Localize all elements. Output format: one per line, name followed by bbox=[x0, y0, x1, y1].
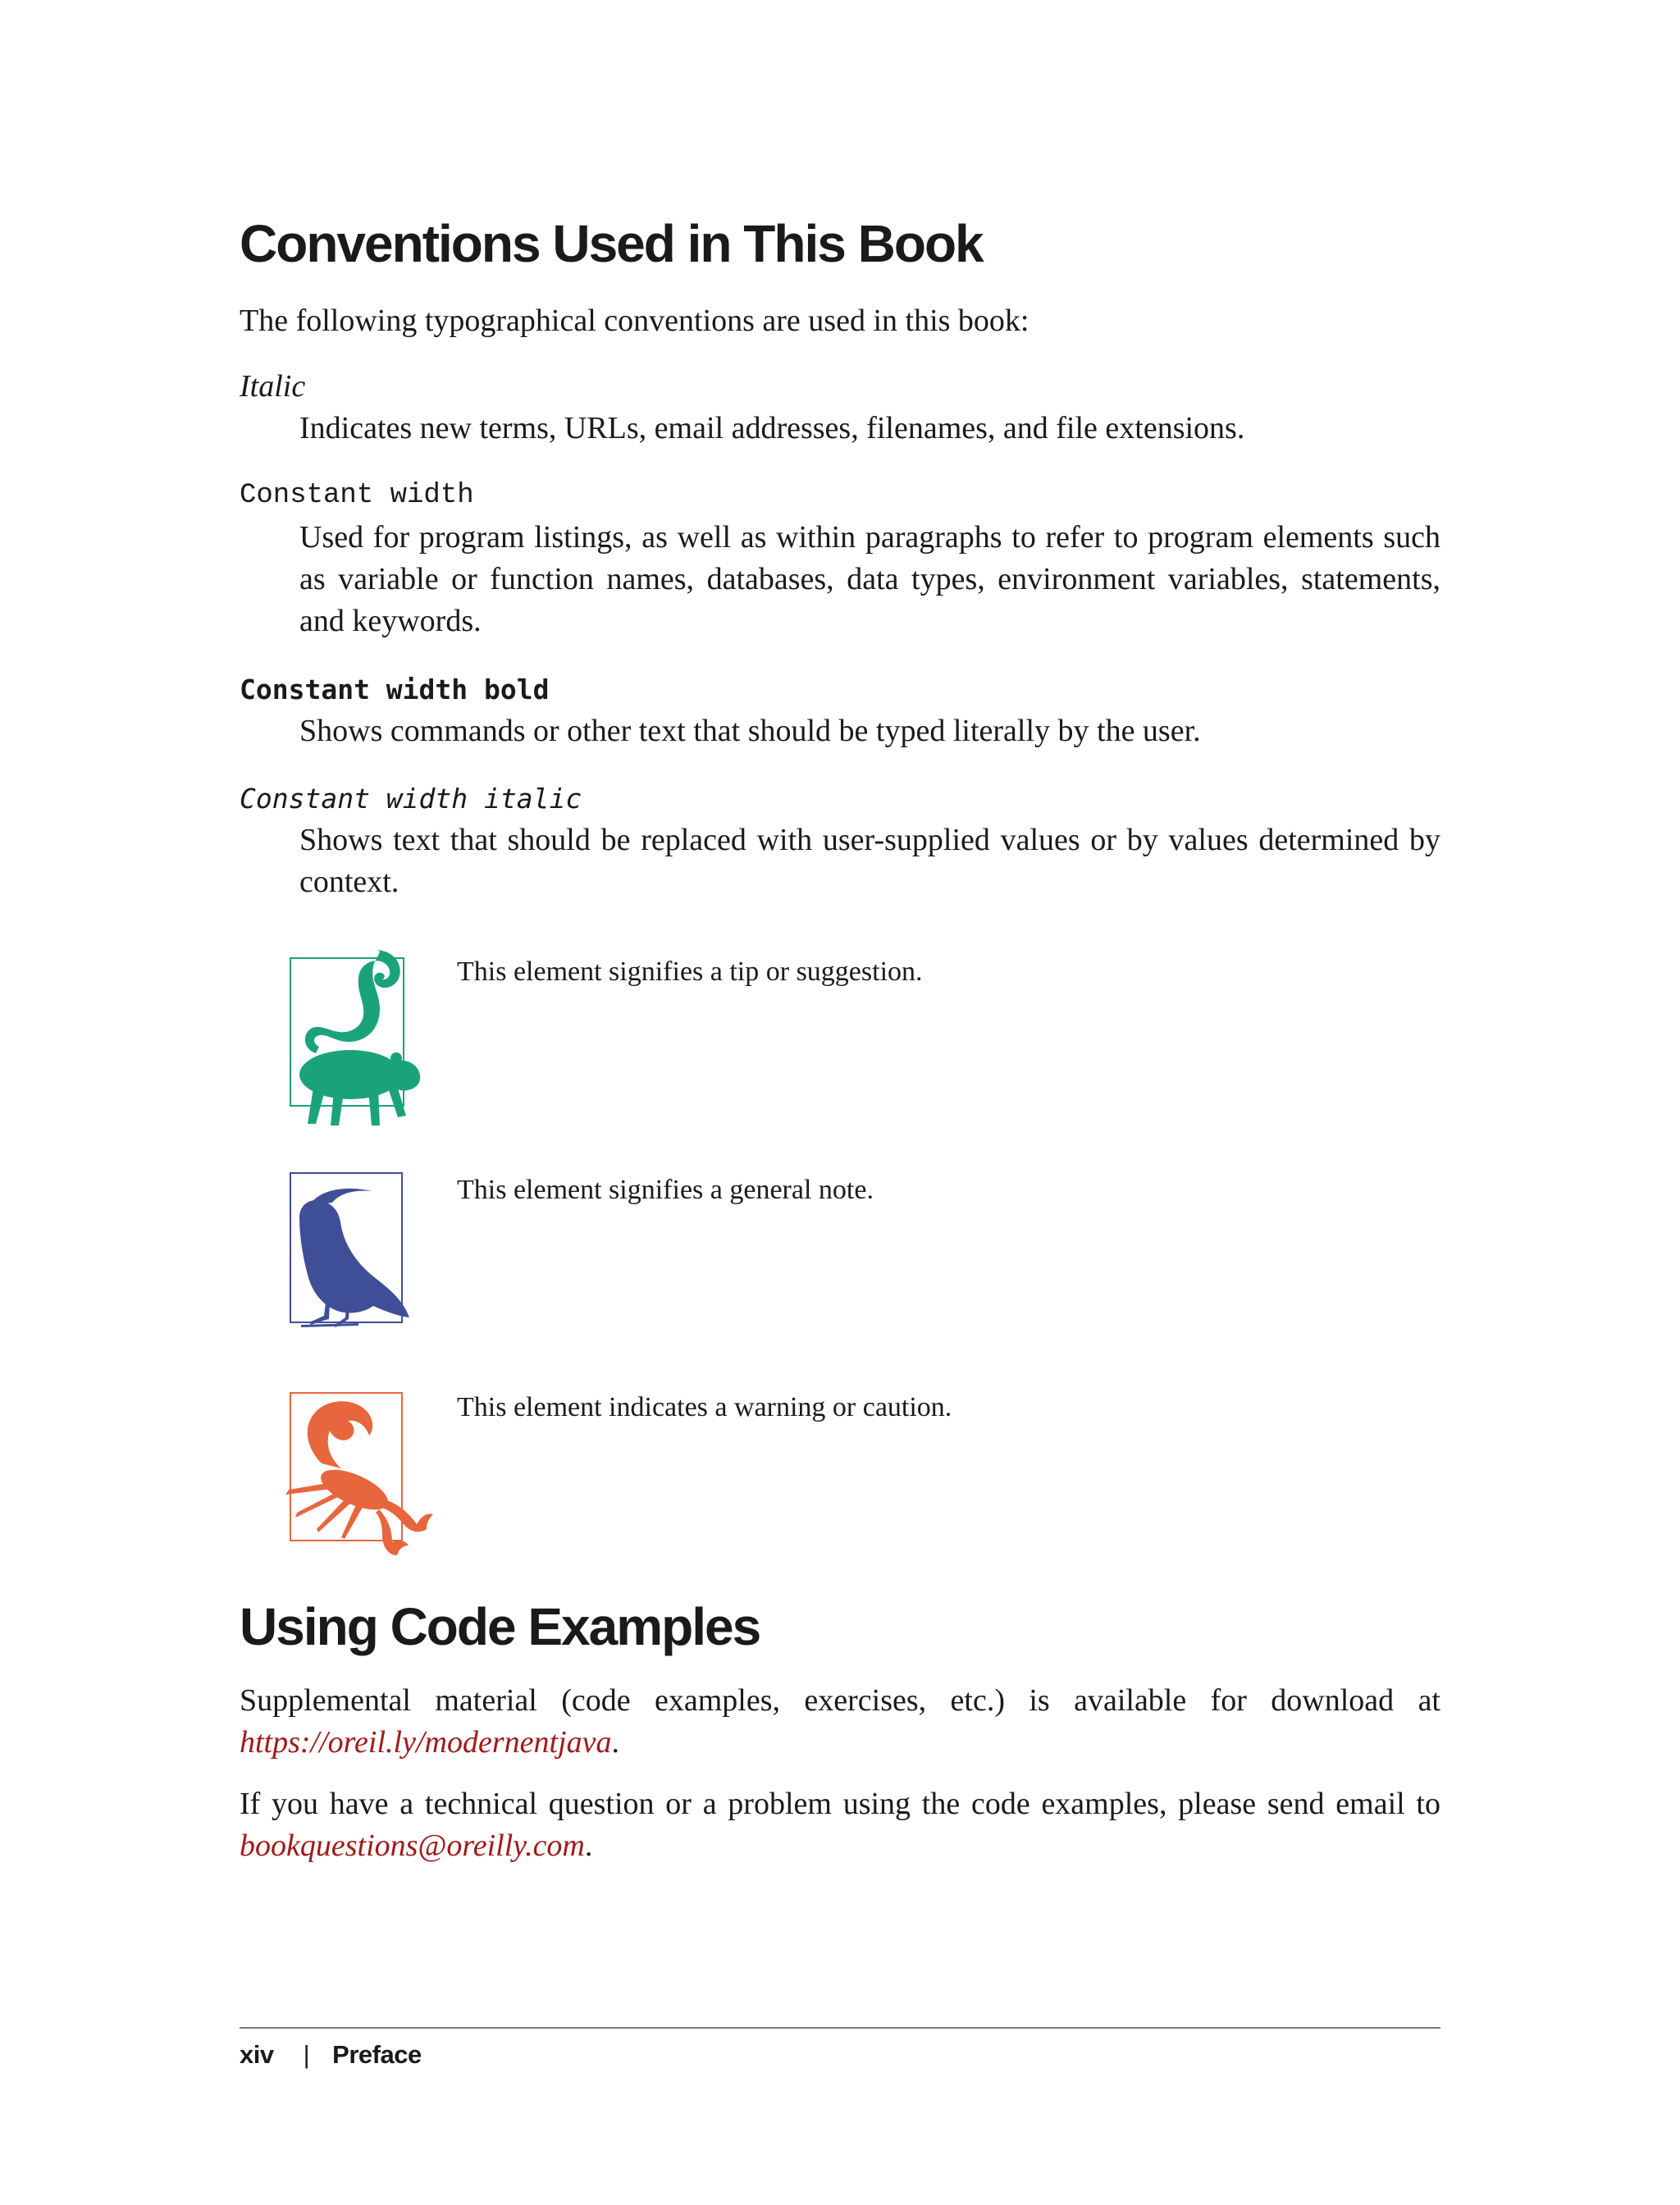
paragraph-2-end: . bbox=[584, 1828, 593, 1863]
download-link[interactable]: https://oreil.ly/modernentjava bbox=[240, 1725, 612, 1760]
convention-desc-constant-width-bold: Shows commands or other text that should be typed literally by the user. bbox=[299, 714, 1201, 748]
footer-separator: | bbox=[303, 2040, 310, 2069]
paragraph-1-end: . bbox=[611, 1725, 619, 1760]
paragraph-1-text: Supplemental material (code examples, exercises, etc.) is available for download at bbox=[240, 1683, 1440, 1718]
code-examples-paragraph-1 bbox=[240, 1680, 1440, 1764]
footer-section-name: Preface bbox=[332, 2040, 422, 2069]
convention-desc-constant-width-italic: Shows text that should be replaced with user-supplied values or by values determined by context. bbox=[299, 823, 1440, 899]
tip-note-text: This element signifies a tip or suggestion. bbox=[457, 956, 923, 987]
convention-term-constant-width-bold: Constant width bold bbox=[240, 673, 550, 705]
paragraph-2-text: If you have a technical question or a problem using the code examples, please send email to bbox=[240, 1787, 1440, 1821]
convention-term-constant-width: Constant width bbox=[240, 480, 474, 511]
conventions-intro: The following typographical conventions are used in this book: bbox=[240, 304, 1029, 338]
convention-term-constant-width-italic: Constant width italic bbox=[240, 783, 582, 815]
page-footer bbox=[240, 2040, 422, 2070]
page-number: xiv bbox=[240, 2040, 274, 2069]
crow-icon bbox=[276, 1166, 424, 1343]
section-heading-conventions: Conventions Used in This Book bbox=[240, 214, 983, 273]
section-heading-code-examples: Using Code Examples bbox=[240, 1597, 760, 1656]
scorpion-icon bbox=[272, 1385, 436, 1561]
footer-divider bbox=[240, 2027, 1440, 2029]
code-examples-paragraph-2 bbox=[240, 1783, 1440, 1867]
general-note-text: This element signifies a general note. bbox=[457, 1175, 874, 1205]
convention-desc-constant-width: Used for program listings, as well as within paragraphs to refer to program elements such as variable or function names, databases, data types, environment variables, statements, and keywords. bbox=[299, 520, 1440, 638]
warning-note-text: This element indicates a warning or caution. bbox=[457, 1392, 952, 1422]
convention-term-italic: Italic bbox=[240, 369, 306, 404]
convention-desc-italic: Indicates new terms, URLs, email addresses, filenames, and file extensions. bbox=[299, 411, 1245, 445]
email-link[interactable]: bookquestions@oreilly.com bbox=[240, 1828, 585, 1863]
lemur-icon bbox=[276, 943, 424, 1136]
